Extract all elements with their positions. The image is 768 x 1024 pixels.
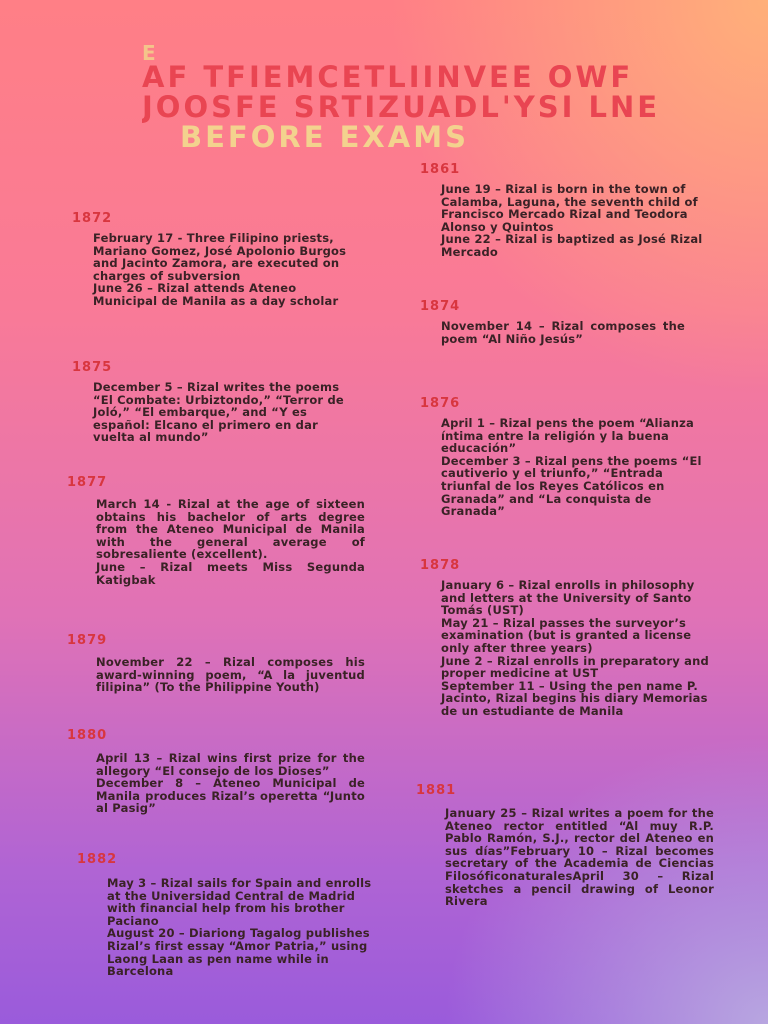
year-1872: 1872 bbox=[72, 211, 113, 226]
entry-1881 bbox=[445, 807, 714, 908]
entry-line: January 25 – Rizal writes a poem for the Ateneo rector entitled “Al muy R.P. Pablo Ramón, S.J., rector del Ateneo en sus días”February 10 – Rizal becomes secretary of the Academia de Ciencias FilosóficonaturalesApril 30 – Rizal sketches a pencil drawing of Leonor Rivera bbox=[445, 806, 714, 909]
entry-1877 bbox=[96, 498, 365, 586]
entry-1861 bbox=[441, 183, 711, 259]
year-1874: 1874 bbox=[420, 299, 461, 314]
entry-line: December 8 – Ateneo Municipal de Manila produces Rizal’s operetta “Junto al Pasig” bbox=[96, 776, 365, 816]
year-1881: 1881 bbox=[416, 783, 457, 798]
entry-1876 bbox=[441, 417, 716, 518]
entry-line: December 5 – Rizal writes the poems “El Combate: Urbiztondo,” “Terror de Joló,” “El embarque,” and “Y es español: Elcano el primero en dar vuelta al mundo” bbox=[93, 380, 344, 445]
entry-1874 bbox=[441, 320, 685, 345]
year-1861: 1861 bbox=[420, 162, 461, 177]
entry-1875 bbox=[93, 381, 363, 444]
entry-line: September 11 – Using the pen name P. Jacinto, Rizal begins his diary Memorias de un estudiante de Manila bbox=[441, 678, 708, 718]
entry-line: May 21 – Rizal passes the surveyor’s examination (but is granted a license only after three years) bbox=[441, 615, 692, 655]
entry-line: February 17 - Three Filipino priests, Mariano Gomez, José Apolonio Burgos and Jacinto Zamora, are executed on charges of subversion bbox=[93, 231, 347, 283]
title-line-3: BEFORE EXAMS bbox=[180, 120, 469, 152]
entry-line: June 26 – Rizal attends Ateneo Municipal de Manila as a day scholar bbox=[93, 281, 339, 308]
entry-1872 bbox=[93, 232, 363, 308]
entry-1878 bbox=[441, 579, 713, 718]
year-1882: 1882 bbox=[77, 852, 118, 867]
entry-line: June 19 – Rizal is born in the town of Calamba, Laguna, the seventh child of Francisco Mercado Rizal and Teodora Alonso y Quintos bbox=[441, 182, 698, 234]
entry-line: January 6 – Rizal enrolls in philosophy and letters at the University of Santo Tomás (UST) bbox=[441, 578, 695, 618]
entry-line: June – Rizal meets Miss Segunda Katigbak bbox=[96, 559, 365, 587]
entry-1882 bbox=[107, 877, 385, 978]
title-line-1: AF TFIEMCETLIINVEE OWF bbox=[142, 60, 634, 94]
entry-line: August 20 – Diariong Tagalog publishes Rizal’s first essay “Amor Patria,” using Laong Laan as pen name while in Barcelona bbox=[107, 926, 370, 979]
title-line-0: E bbox=[142, 44, 159, 65]
year-1877: 1877 bbox=[67, 475, 108, 490]
entry-line: May 3 – Rizal sails for Spain and enrolls at the Universidad Central de Madrid with financial help from his brother Paciano bbox=[107, 876, 372, 928]
entry-1880 bbox=[96, 752, 365, 815]
entry-line: June 2 – Rizal enrolls in preparatory and proper medicine at UST bbox=[441, 653, 709, 681]
entry-line: November 22 – Rizal composes his award-winning poem, “A la juventud filipina” (To the Philippine Youth) bbox=[96, 655, 365, 695]
title-line-2: JOOSFE SRTIZUADL'YSI LNE bbox=[142, 90, 661, 124]
year-1879: 1879 bbox=[67, 633, 108, 648]
year-1876: 1876 bbox=[420, 396, 461, 411]
entry-line: March 14 - Rizal at the age of sixteen obtains his bachelor of arts degree from the Ateneo Municipal de Manila with the general average of sobresaliente (excellent). bbox=[96, 497, 365, 562]
entry-1879 bbox=[96, 656, 365, 694]
year-1878: 1878 bbox=[420, 558, 461, 573]
entry-line: June 22 – Rizal is baptized as José Rizal Mercado bbox=[441, 232, 703, 259]
poster-title bbox=[142, 44, 768, 152]
year-1875: 1875 bbox=[72, 360, 113, 375]
entry-line: November 14 – Rizal composes the poem “Al Niño Jesús” bbox=[441, 319, 685, 346]
entry-line: April 1 – Rizal pens the poem “Alianza íntima entre la religión y la buena educación” bbox=[441, 416, 694, 456]
entry-line: April 13 – Rizal wins first prize for the allegory “El consejo de los Dioses” bbox=[96, 751, 365, 778]
entry-line: December 3 – Rizal pens the poems “El cautiverio y el triunfo,” “Entrada triunfal de los Reyes Católicos en Granada” and “La conquista de Granada” bbox=[441, 453, 702, 519]
year-1880: 1880 bbox=[67, 728, 108, 743]
